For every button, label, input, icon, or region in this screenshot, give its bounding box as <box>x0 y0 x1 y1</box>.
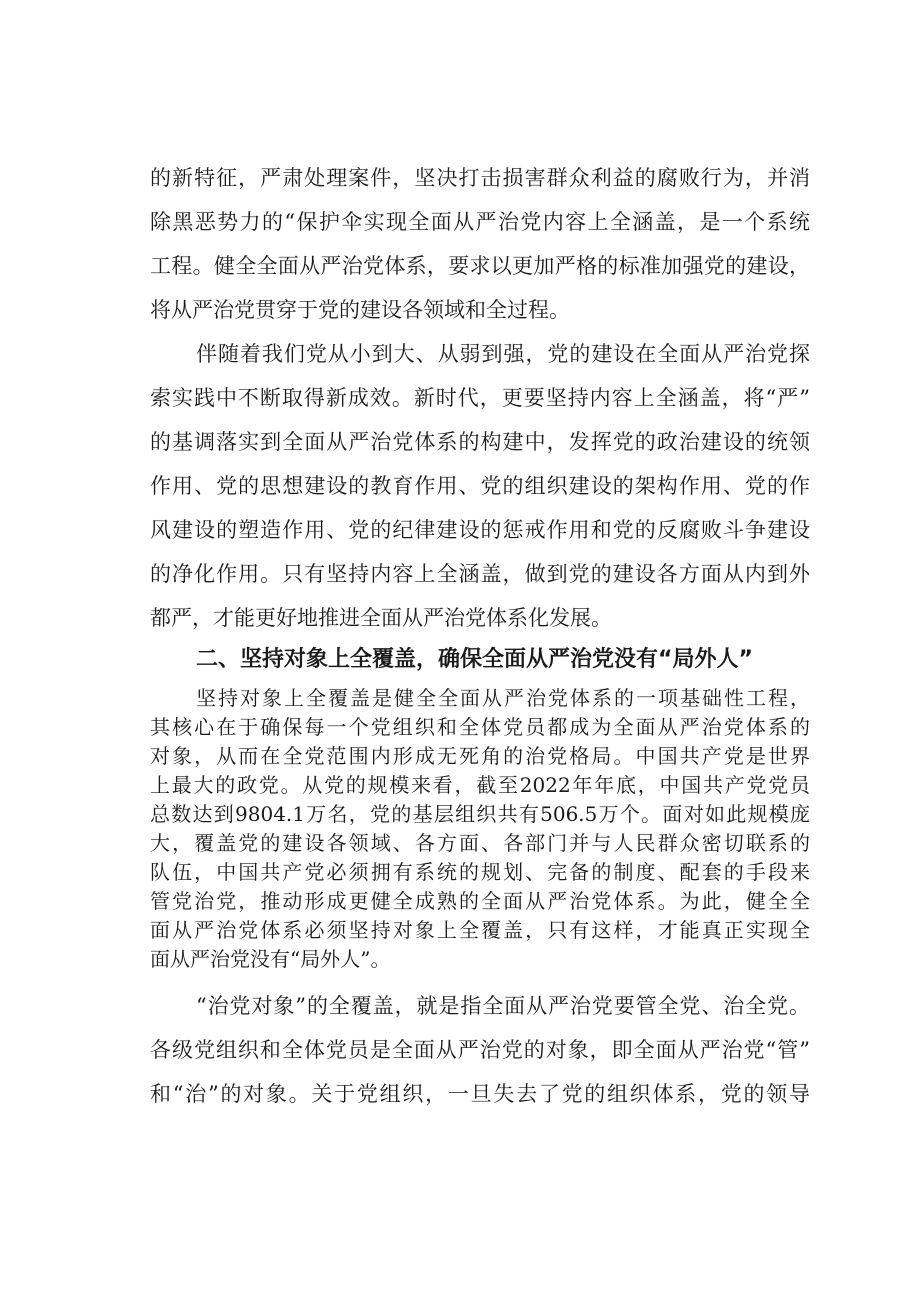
paragraph-3-line-4: 上最大的政党。从党的规模来看，截至2022年年底，中国共产党党员 <box>150 773 810 797</box>
paragraph-1-line-3: 工程。健全全面从严治党体系，要求以更加严格的标准加强党的建设， <box>150 254 810 278</box>
paragraph-3-line-8: 管党治党，推动形成更健全成熟的全面从严治党体系。为此，健全全 <box>150 889 810 913</box>
paragraph-2-line-2: 索实践中不断取得新成效。新时代，更要坚持内容上全涵盖，将“严” <box>150 386 810 410</box>
paragraph-4-line-1: “治党对象”的全覆盖，就是指全面从严治党要管全党、治全党。 <box>196 994 810 1018</box>
paragraph-1-line-2: 除黑恶势力的“保护伞实现全面从严治党内容上全涵盖，是一个系统 <box>150 210 810 234</box>
paragraph-2-line-1: 伴随着我们党从小到大、从弱到强，党的建设在全面从严治党探 <box>196 342 810 366</box>
paragraph-4-line-2: 各级党组织和全体党员是全面从严治党的对象，即全面从严治党“管” <box>150 1038 810 1062</box>
paragraph-3-line-10: 面从严治党没有“局外人”。 <box>150 947 391 971</box>
paragraph-2-line-4: 作用、党的思想建设的教育作用、党的组织建设的架构作用、党的作 <box>150 474 810 498</box>
paragraph-3-line-6: 大，覆盖党的建设各领域、各方面、各部门并与人民群众密切联系的 <box>150 831 810 855</box>
paragraph-3-line-1: 坚持对象上全覆盖是健全全面从严治党体系的一项基础性工程， <box>196 686 810 710</box>
paragraph-2-line-7: 都严，才能更好地推进全面从严治党体系化发展。 <box>150 606 612 630</box>
paragraph-3-line-9: 面从严治党体系必须坚持对象上全覆盖，只有这样，才能真正实现全 <box>150 918 810 942</box>
paragraph-2-line-5: 风建设的塑造作用、党的纪律建设的惩戒作用和党的反腐败斗争建设 <box>150 518 810 542</box>
paragraph-3-line-3: 对象，从而在全党范围内形成无死角的治党格局。中国共产党是世界 <box>150 744 810 768</box>
paragraph-1-line-1: 的新特征，严肃处理案件，坚决打击损害群众利益的腐败行为，并消 <box>150 166 810 190</box>
paragraph-1-line-4: 将从严治党贯穿于党的建设各领域和全过程。 <box>150 298 570 322</box>
paragraph-3-line-5: 总数达到9804.1万名，党的基层组织共有506.5万个。面对如此规模庞 <box>150 802 810 826</box>
section-heading: 二、坚持对象上全覆盖，确保全面从严治党没有“局外人” <box>196 647 753 672</box>
paragraph-2-line-3: 的基调落实到全面从严治党体系的构建中，发挥党的政治建设的统领 <box>150 430 810 454</box>
paragraph-2-line-6: 的净化作用。只有坚持内容上全涵盖，做到党的建设各方面从内到外 <box>150 562 810 586</box>
paragraph-3-line-2: 其核心在于确保每一个党组织和全体党员都成为全面从严治党体系的 <box>150 715 810 739</box>
paragraph-4-line-3: 和“治”的对象。关于党组织，一旦失去了党的组织体系，党的领导 <box>150 1082 810 1106</box>
paragraph-3-line-7: 队伍，中国共产党必须拥有系统的规划、完备的制度、配套的手段来 <box>150 860 810 884</box>
